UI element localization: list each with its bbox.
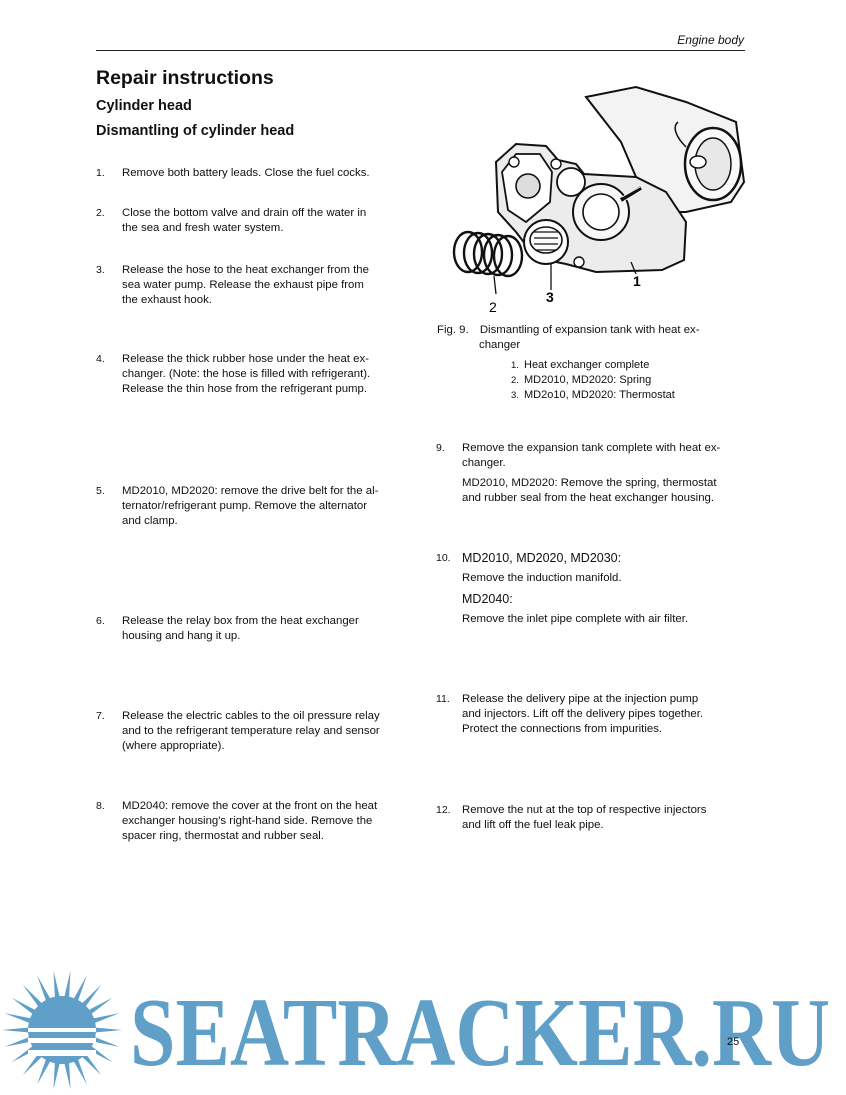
- step-text: Release the thin hose from the refrigerant pump.: [122, 383, 368, 396]
- step-text: ternator/refrigerant pump. Remove the alternator: [122, 500, 368, 513]
- step-text: and injectors. Lift off the delivery pipes together.: [462, 708, 704, 721]
- running-header: Engine body: [677, 33, 744, 47]
- step-text: Release the delivery pipe at the injection pump: [462, 693, 699, 705]
- step-text: and lift off the fuel leak pipe.: [462, 819, 604, 832]
- step-9: [436, 441, 748, 475]
- step-text: and to the refrigerant temperature relay and sensor: [122, 725, 380, 738]
- callout-3: 3: [546, 289, 554, 305]
- step-text: Remove the inlet pipe complete with air filter.: [462, 613, 689, 625]
- sun-ray: [2, 1027, 32, 1032]
- step-5: [96, 484, 406, 534]
- step-number: 11.: [436, 693, 450, 705]
- step-10-detail-2: [436, 612, 748, 632]
- legend-item: 2. MD2010, MD2020: Spring: [511, 374, 652, 387]
- step-text: MD2010, MD2020: Remove the spring, thermostat: [462, 477, 717, 489]
- caption-text: Dismantling of expansion tank with heat ex-: [479, 324, 700, 336]
- step-text: the exhaust hook.: [122, 294, 212, 307]
- step-text: Remove the induction manifold.: [462, 572, 622, 584]
- step-7: [96, 709, 406, 759]
- step-number: 1.: [96, 167, 105, 179]
- step-text: Remove the nut at the top of respective injectors: [462, 804, 707, 816]
- step-text: exchanger housing's right-hand side. Remove the: [122, 815, 373, 828]
- step-number: 10.: [436, 552, 451, 564]
- step-text: and clamp.: [122, 515, 178, 528]
- step-text: housing and hang it up.: [122, 630, 241, 643]
- step-9-detail: [436, 476, 748, 510]
- step-11: [436, 692, 748, 742]
- step-text: Protect the connections from impurities.: [462, 723, 663, 736]
- step-number: 5.: [96, 485, 105, 497]
- step-number: 7.: [96, 710, 105, 722]
- step-text: MD2010, MD2020: remove the drive belt for the al-: [122, 485, 379, 497]
- step-10-model: [436, 592, 748, 612]
- step-number: 2.: [96, 207, 105, 219]
- step-10-detail: [436, 571, 748, 591]
- watermark-text: SEATRACKER.RU: [130, 979, 830, 1087]
- step-text: MD2010, MD2020, MD2030:: [462, 551, 622, 565]
- step-text: Release the electric cables to the oil pressure relay: [122, 710, 380, 722]
- step-8: [96, 799, 406, 849]
- step-10: [436, 551, 748, 571]
- section-heading: Cylinder head: [96, 98, 192, 114]
- callout-1: 1: [633, 273, 641, 289]
- page-number: 25: [727, 1036, 740, 1048]
- sun-ray: [92, 1027, 122, 1032]
- callout-2: 2: [489, 299, 497, 315]
- step-12: [436, 803, 748, 837]
- step-text: Remove both battery leads. Close the fuel cocks.: [122, 167, 370, 179]
- step-6: [96, 614, 406, 648]
- step-text: sea water pump. Release the exhaust pipe from: [122, 279, 364, 292]
- heat-exchanger-illustration: [436, 82, 748, 318]
- legend-item: 1. Heat exchanger complete: [511, 359, 650, 371]
- step-text: Remove the expansion tank complete with heat ex-: [462, 442, 721, 454]
- step-3: [96, 263, 406, 313]
- figure-number: Fig. 9.: [437, 324, 469, 336]
- step-number: 9.: [436, 442, 445, 454]
- step-text: and rubber seal from the heat exchanger housing.: [462, 492, 715, 505]
- sun-logo-icon: [2, 971, 122, 1090]
- step-number: 3.: [96, 264, 105, 276]
- step-text: MD2040:: [462, 592, 513, 606]
- step-text: (where appropriate).: [122, 740, 225, 753]
- subsection-heading: Dismantling of cylinder head: [96, 123, 295, 139]
- step-1: [96, 166, 406, 186]
- step-text: changer.: [462, 457, 506, 470]
- step-4: [96, 352, 406, 402]
- page-title: Repair instructions: [96, 67, 274, 89]
- step-number: 6.: [96, 615, 105, 627]
- step-number: 8.: [96, 800, 105, 812]
- step-text: Release the hose to the heat exchanger from the: [122, 264, 369, 276]
- step-number: 12.: [436, 804, 451, 816]
- figure-caption: [437, 323, 747, 353]
- legend-item: 3. MD2o10, MD2020: Thermostat: [511, 389, 675, 402]
- figure-legend: [511, 358, 746, 404]
- step-text: the sea and fresh water system.: [122, 222, 284, 235]
- step-2: [96, 206, 406, 240]
- step-text: Close the bottom valve and drain off the water in: [122, 207, 367, 219]
- step-text: Release the thick rubber hose under the heat ex-: [122, 353, 369, 365]
- seatracker-watermark: [0, 968, 846, 1095]
- step-text: MD2040: remove the cover at the front on the heat: [122, 800, 378, 812]
- caption-text: changer: [479, 339, 521, 352]
- step-text: spacer ring, thermostat and rubber seal.: [122, 830, 324, 843]
- header-rule: [96, 50, 745, 51]
- step-text: changer. (Note: the hose is filled with refrigerant).: [122, 368, 371, 381]
- step-text: Release the relay box from the heat exchanger: [122, 615, 359, 627]
- step-number: 4.: [96, 353, 105, 365]
